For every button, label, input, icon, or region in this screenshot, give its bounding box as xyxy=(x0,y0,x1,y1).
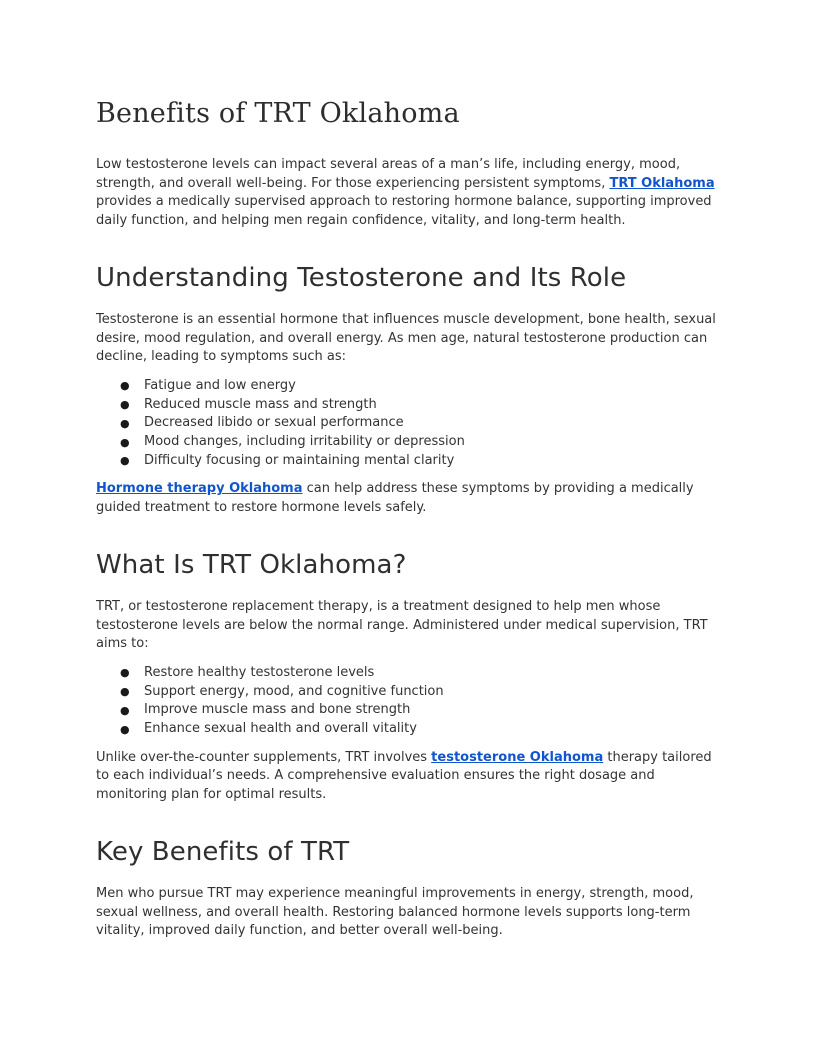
intro-text-after-link: provides a medically supervised approach to restoring hormone balance, supporting improved daily function, and helping men regain confidence, vitality, and long-term health. xyxy=(96,194,712,229)
list-item: ● Decreased libido or sexual performance xyxy=(120,414,720,433)
supplements-text-before-link: Unlike over-the-counter supplements, TRT involves xyxy=(96,749,432,765)
heading-what-is-trt: What Is TRT Oklahoma? xyxy=(96,549,407,580)
list-item: ● Enhance sexual health and overall vitality xyxy=(120,720,720,739)
key-benefits-paragraph: Men who pursue TRT may experience meaningful improvements in energy, strength, mood, sexual wellness, and overall health. Restoring balanced hormone levels supports long-term vitality, improved daily function, and better overall well-being. xyxy=(96,885,694,939)
list-item: ● Difficulty focusing or maintaining mental clarity xyxy=(120,452,720,471)
what-is-trt-paragraph: TRT, or testosterone replacement therapy, is a treatment designed to help men whose testosterone levels are below the normal range. Administered under medical supervision, TRT aims to: xyxy=(96,598,708,652)
page-title: Benefits of TRT Oklahoma xyxy=(96,98,460,129)
supplements-text-after-link: therapy tailored to each individual’s needs. A comprehensive evaluation ensures the right dosage and monitoring plan for optimal results. xyxy=(96,749,712,803)
intro-paragraph xyxy=(96,156,720,231)
list-item: ● Improve muscle mass and bone strength xyxy=(120,701,720,720)
intro-text-before-link: Low testosterone levels can impact several areas of a man’s life, including energy, mood, strength, and overall well-being. For those experiencing persistent symptoms, xyxy=(96,157,681,191)
list-item: ● Reduced muscle mass and strength xyxy=(120,396,720,415)
heading-key-benefits: Key Benefits of TRT xyxy=(96,836,350,867)
hormone-therapy-text-after-link: can help address these symptoms by providing a medically guided treatment to restore hormone levels safely. xyxy=(96,481,694,516)
list-item: ● Fatigue and low energy xyxy=(120,377,720,396)
hormone-therapy-oklahoma-link[interactable]: Hormone therapy Oklahoma xyxy=(96,481,303,497)
heading-understanding-testosterone: Understanding Testosterone and Its Role xyxy=(96,262,627,293)
list-item: ● Support energy, mood, and cognitive function xyxy=(120,683,720,702)
trt-aims-bullet-list xyxy=(96,664,720,739)
trt-oklahoma-link[interactable]: TRT Oklahoma xyxy=(609,175,715,191)
symptoms-bullet-list xyxy=(96,377,720,471)
understanding-paragraph: Testosterone is an essential hormone that influences muscle development, bone health, sexual desire, mood regulation, and overall energy. As men age, natural testosterone production can decline, leading to symptoms such as: xyxy=(96,311,716,365)
list-item: ● Mood changes, including irritability or depression xyxy=(120,433,720,452)
supplements-paragraph xyxy=(96,749,720,805)
hormone-therapy-paragraph xyxy=(96,480,720,517)
list-item: ● Restore healthy testosterone levels xyxy=(120,664,720,683)
testosterone-oklahoma-link[interactable]: testosterone Oklahoma xyxy=(431,749,604,765)
